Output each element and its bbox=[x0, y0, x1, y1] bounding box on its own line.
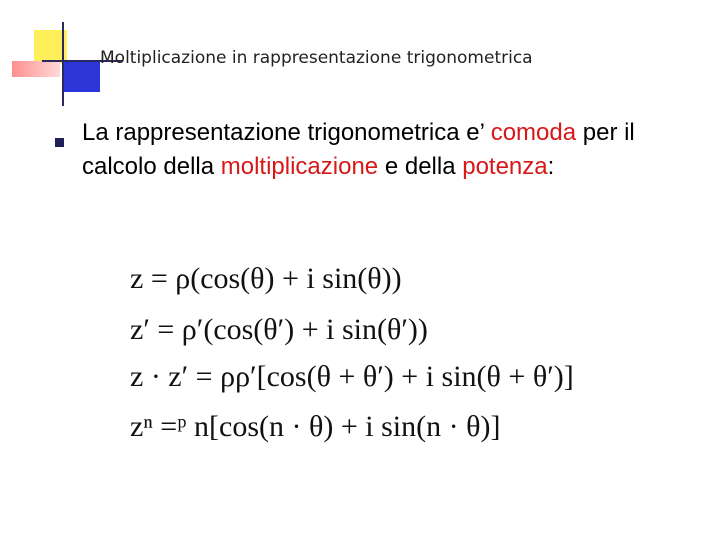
bullet-square-icon bbox=[55, 138, 64, 147]
highlight-comoda: comoda bbox=[490, 119, 577, 146]
slide-title: Moltiplicazione in rappresentazione trigonometrica bbox=[100, 48, 533, 68]
bullet-text bbox=[82, 116, 712, 184]
decor-vertical-line bbox=[62, 22, 64, 106]
bullet-text-part: e della bbox=[378, 153, 463, 180]
highlight-potenza: potenza bbox=[462, 153, 548, 180]
formula-z: z = ρ(cos(θ) + i sin(θ)) bbox=[130, 262, 402, 295]
bullet-text-part: La rappresentazione trigonometrica e’ bbox=[82, 119, 491, 146]
bullet-text-part: per il calcolo della bbox=[82, 119, 635, 180]
decor-blue-square bbox=[64, 60, 100, 92]
highlight-moltiplicazione: moltiplicazione bbox=[220, 153, 379, 180]
bullet-text-part: : bbox=[547, 153, 555, 180]
decor-red-bar bbox=[12, 61, 60, 77]
formula-power: zⁿ =ᵖ n[cos(n · θ) + i sin(n · θ)] bbox=[130, 410, 501, 443]
formula-product: z · z′ = ρρ′[cos(θ + θ′) + i sin(θ + θ′)] bbox=[130, 360, 574, 393]
formula-z-prime: z′ = ρ′(cos(θ′) + i sin(θ′)) bbox=[130, 313, 428, 346]
